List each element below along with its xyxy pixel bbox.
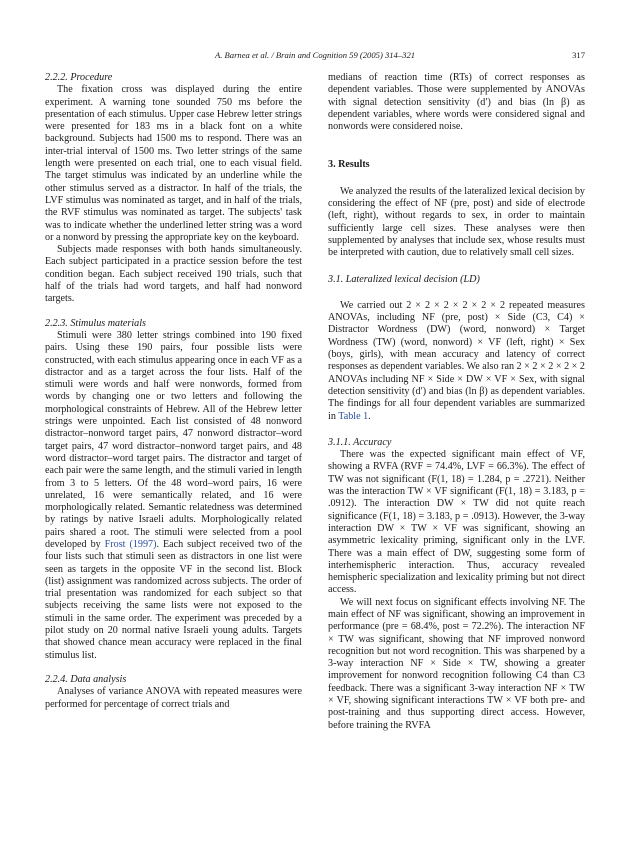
procedure-paragraph-1: The fixation cross was displayed during the entire experiment. A warning tone sounded 750 ms before the presentation of each stimulus. Upper case Hebrew letter strings were presented for 183 ms in a black font on a white background. Subjects had 1500 ms to respond. There was an inter-trial interval of 1500 ms. Two letter strings of the same length were presented on each trial, one to each visual field. The target stimulus was indicated by an underline while the other stimulus served as a distractor. In half of the trials, the LVF stimulus was nominated as target, and in half of the trials, the RVF stimulus was nominated as target. The subjects' task was to indicate whether the underlined letter string was a word or a nonword by pressing the appropriate key on the keyboard.	[45, 84, 302, 243]
procedure-heading: 2.2.2. Procedure	[45, 72, 113, 83]
running-title: A. Barnea et al. / Brain and Cognition 59 (2005) 314–321	[215, 50, 416, 60]
procedure-paragraph-2: Subjects made responses with both hands simultaneously. Each subject participated in a practice session before the test condition began. Each subject received 190 trials, such that half of the trials had word targets, and half had nonword targets.	[45, 244, 302, 305]
stimulus-paragraph-1	[45, 330, 302, 662]
lexical-decision-heading: 3.1. Lateralized lexical decision (LD)	[328, 273, 480, 285]
left-column	[45, 72, 302, 711]
stimulus-heading: 2.2.3. Stimulus materials	[45, 317, 146, 329]
analysis-heading: 2.2.4. Data analysis	[45, 673, 127, 685]
lexical-decision-text-a: We carried out 2 × 2 × 2 × 2 × 2 × 2 repeated measures ANOVAs, including NF (pre, post) × Side (C3, C4) × Distractor Wordness (DW) (word, nonword) × Target Wordness (TW) (word, nonword) × VF (left, right) × Sex (boys, girls), with mean accuracy and latency of correct responses as dependent variables. We also ran 2 × 2 × 2 × 2 × 2 ANOVAs including NF × Side × DW × VF × Sex, with signal detection sensitivity (d′) and bias (ln β) as dependent variables. The findings for all four dependent variables are summarized in	[328, 299, 585, 422]
analysis-paragraph-continued: medians of reaction time (RTs) of correct responses as dependent variables. Those were supplemented by ANOVAs with signal detection sensitivity (d′) and bias (ln β) as dependent variables, where words were considered signal and nonwords were considered noise.	[328, 72, 585, 133]
page-number: 317	[572, 50, 585, 60]
results-paragraph-1: We analyzed the results of the lateralized lexical decision by considering the effect of NF (pre, post) and side of electrode (left, right), without regards to sex, in order to maintain sufficiently large cell sizes. These analyses were then supplemented by analyses that include sex, whose results must be interpreted with caution, due to relatively small cell sizes.	[328, 185, 585, 259]
analysis-paragraph-1: Analyses of variance ANOVA with repeated measures were performed for percentage of correct trials and	[45, 686, 302, 710]
frost-1997-citation-link[interactable]: Frost (1997)	[104, 538, 157, 550]
right-column	[328, 72, 585, 732]
accuracy-heading: 3.1.1. Accuracy	[328, 436, 392, 448]
stimulus-text-b: . Each subject received two of the four lists such that stimuli seen as distractors in one list were seen as targets in the opposite VF in the second list. Block (list) assignment was randomized across subjects. The order of trial presentation was randomized for each subject so that subjects receiving the same lists were not exposed to the stimuli in the same order. The experiment was preceded by a pilot study on 20 normal native Israeli young adults. Targets that showed chance mean accuracy were replaced in the final stimulus list.	[45, 538, 302, 661]
lexical-decision-paragraph-1	[328, 300, 585, 423]
accuracy-paragraph-1: There was the expected significant main effect of VF, showing a RVFA (RVF = 74.4%, LVF = 66.3%). The effect of TW was not significant (F(1, 18) = 1.284, p = .2721). Neither was the interaction TW × VF significant (F(1, 18) = 3.183, p = .0912). The interaction DW × TW did not quite reach significance (F(1, 18) = 3.183, p = .0913). However, the 3-way interaction DW × TW × VF was significant, showing an asymmetric lexicality priming, significant only in the LVF. There was a main effect of DW, suggesting some form of interhemispheric interaction. Thus, accuracy revealed hemispheric specialization and lexicality priming but not direct access.	[328, 449, 585, 596]
stimulus-text-a: Stimuli were 380 letter strings combined into 190 fixed pairs. Using these 190 pairs, four possible lists were constructed, with each stimulus appearing once in each VF as a distractor and as a target across the four lists. Half of the stimuli were words and half were nonwords, formed from words by changing one or two letters and following the morphological constraints of Hebrew. All of the Hebrew letter strings were unpointed. Each list consisted of 48 nonword distractor–nonword target pairs, 47 nonword distractor–word target pairs, 47 word distractor–nonword target pairs, and 48 word distractor–word target pairs. The distractor and target of each pair were the same length, and the stimuli varied in length from 3 to 5 letters. Of the 48 word–word pairs, 16 were unrelated, 16 were semantically related, and 16 were morphologically related. Semantic relatedness was determined by ratings by native Israeli adults. Morphologically related pairs shared a root. The stimuli were selected from a pool developed by	[45, 329, 302, 550]
table-1-link[interactable]: Table 1	[338, 410, 369, 422]
accuracy-paragraph-2: We will next focus on significant effects involving NF. The main effect of NF was significant, showing an improvement in performance (pre = 68.4%, post = 72.2%). The interaction NF × TW was significant, showing that NF improved nonword recognition but not word recognition. This was sharpened by a 3-way interaction NF × Side × TW, showing a greater improvement for nonword recognition following C4 than C3 feedback. There was a significant 3-way interaction NF × TW × VF, showing significant interactions TW × VF both pre- and post-training and thus supporting direct access. However, before training the RVFA	[328, 596, 585, 731]
lexical-decision-text-b: .	[368, 410, 371, 422]
results-heading: 3. Results	[328, 159, 370, 171]
running-header	[45, 50, 585, 64]
